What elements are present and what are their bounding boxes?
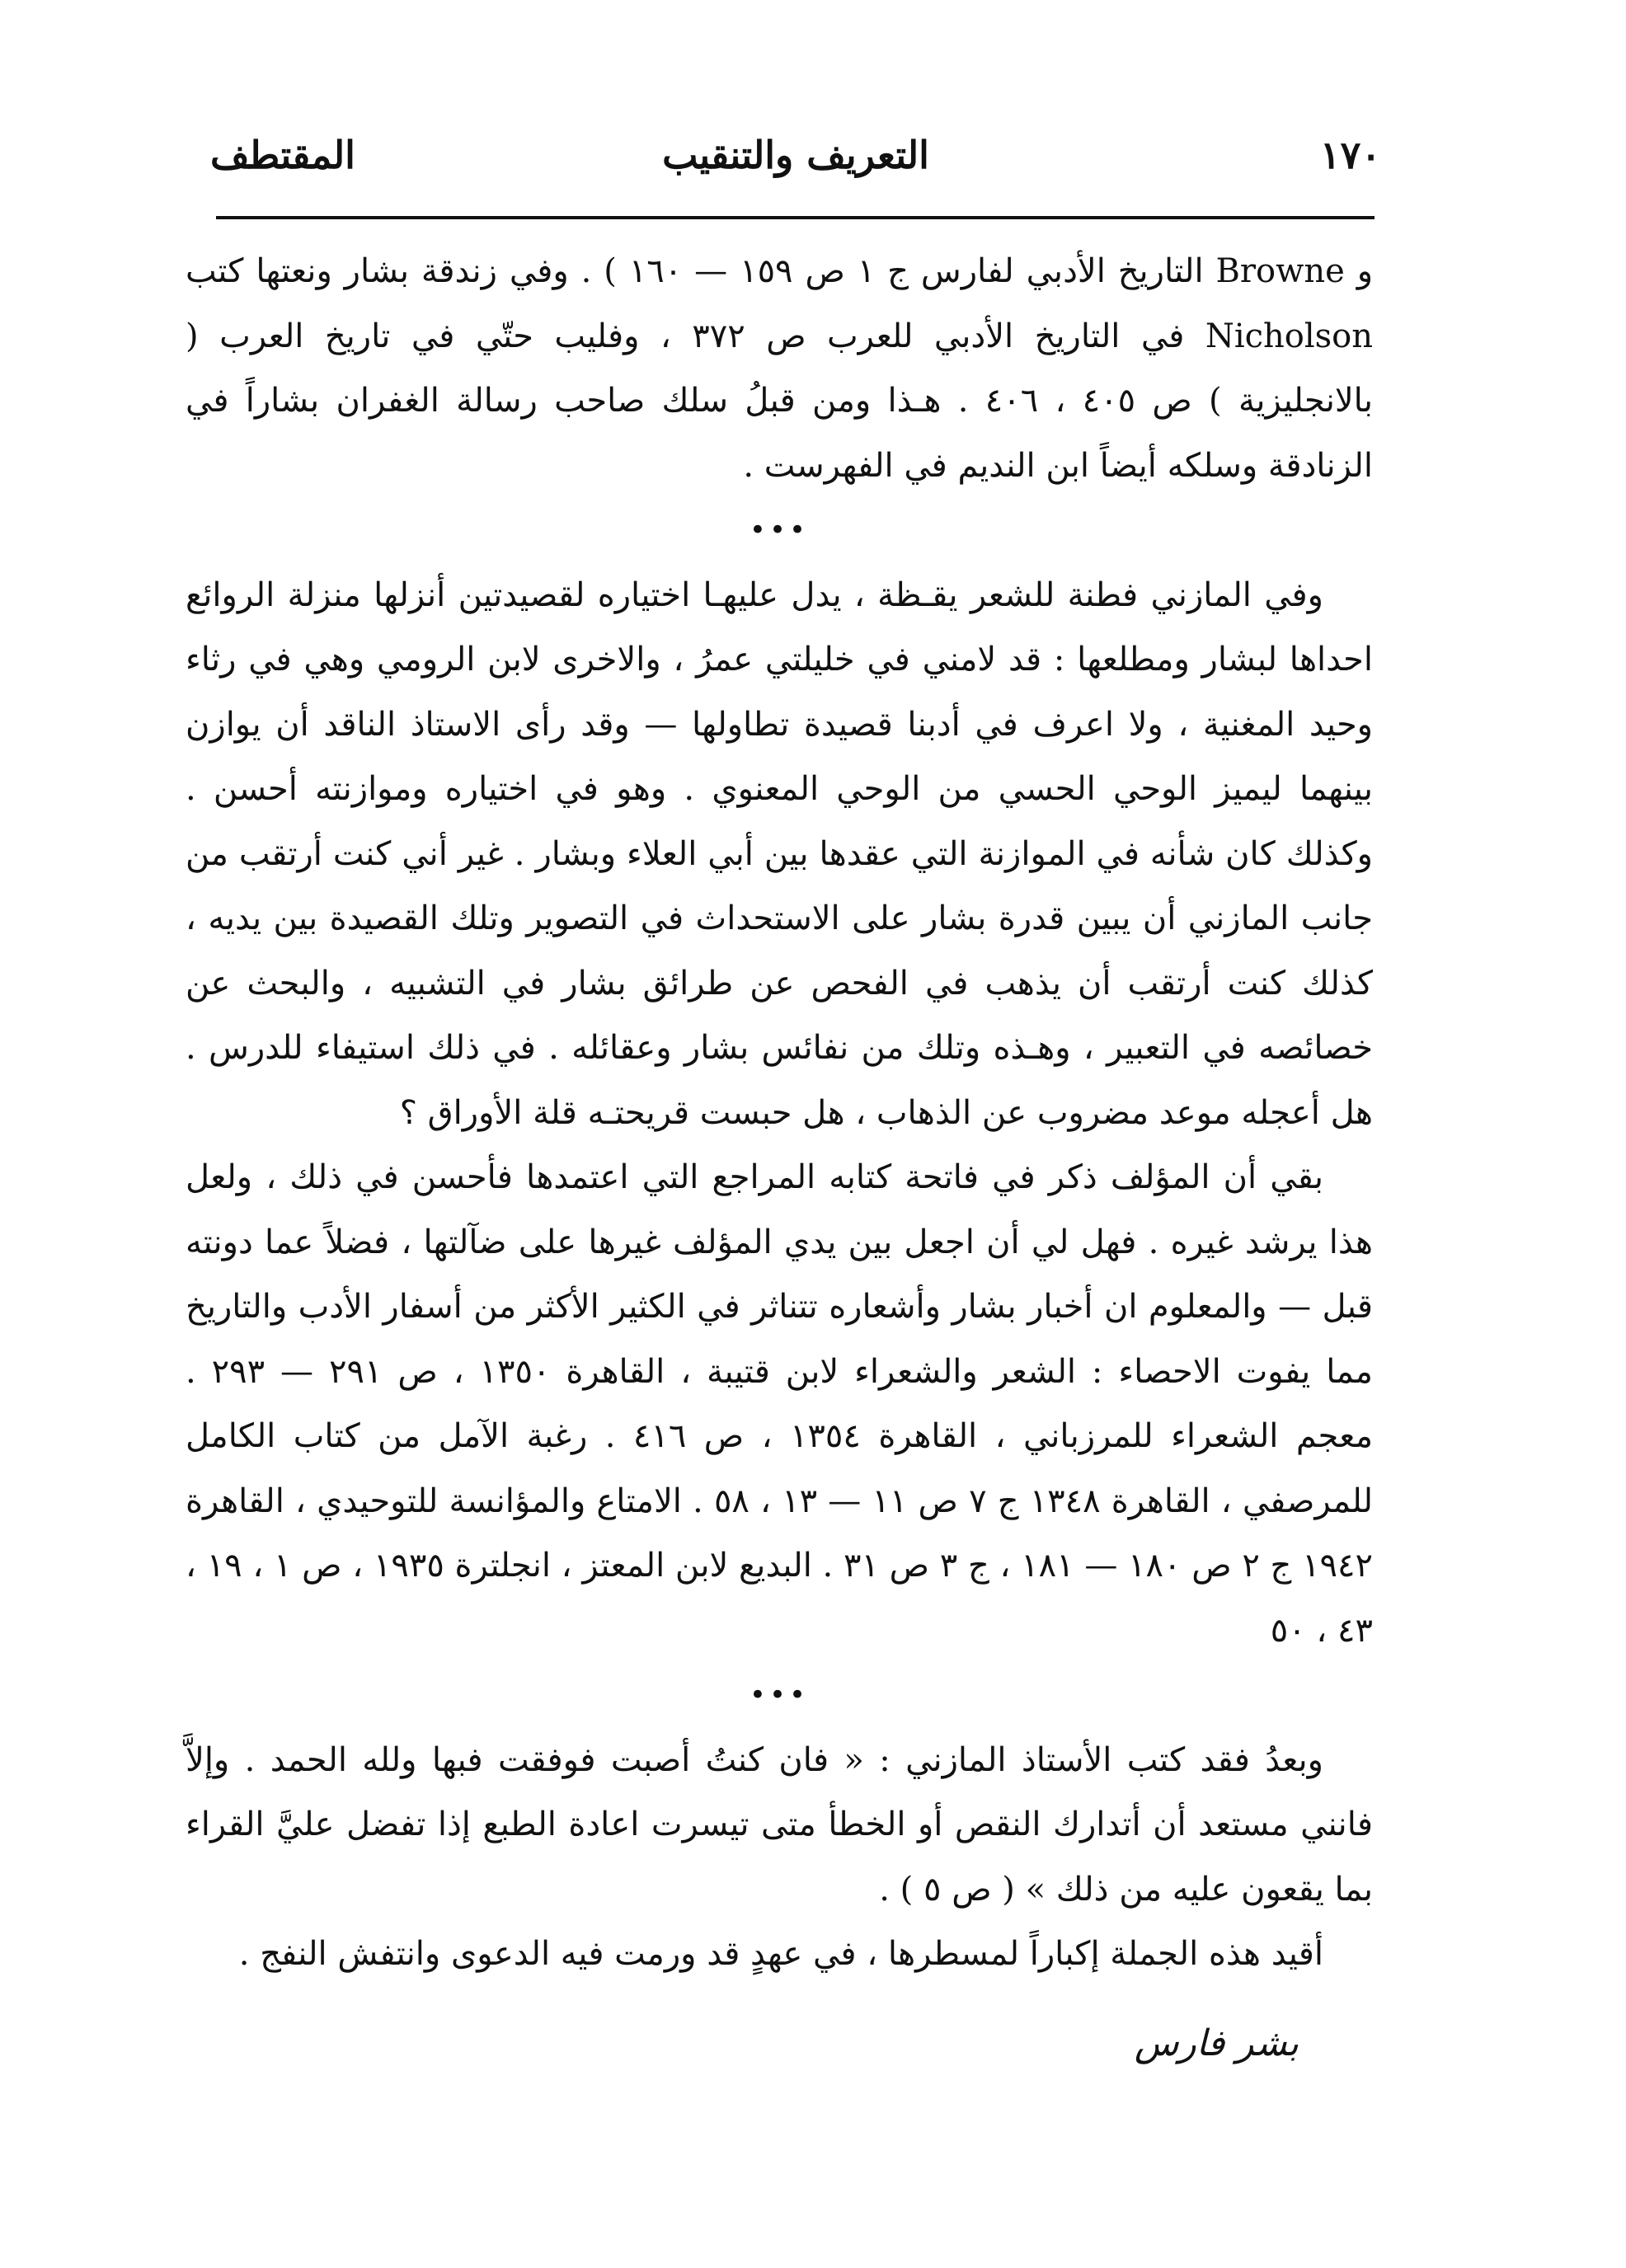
paragraph-sources: بقي أن المؤلف ذكر في فاتحة كتابه المراجع التي اعتمدها فأحسن في ذلك ، ولعل هذا يرشد غيره . فهل لي أن اجعل بين يدي المؤلف غيرها على ضآلتها ، فضلاً عما دونته قبل — والمعلوم ان أخبار بشار وأشعاره تتناثر في الكثير الأكثر من أسفار الأدب والتاريخ مما يفوت الاحصاء : الشعر والشعراء لابن قتيبة ، القاهرة ١٣٥٠ ، ص ٢٩١ — ٢٩٣ . معجم الشعراء للمرزباني ، القاهرة ١٣٥٤ ، ص ٤١٦ . رغبة الآمل من كتاب الكامل للمرصفي ، القاهرة ١٣٤٨ ج ٧ ص ١١ — ١٣ ، ٥٨ . الامتاع والمؤانسة للتوحيدي ، القاهرة ١٩٤٢ ج ٢ ص ١٨٠ — ١٨١ ، ج ٣ ص ٣١ . البديع لابن المعتز ، انجلترة ١٩٣٥ ، ص ١ ، ١٩ ، ٤٣ ، ٥٠ [186,1158,1374,1650]
section-title: التعريف والتنقيب [662,133,929,177]
section-separator: ••• [749,514,810,547]
page-number: ١٧٠ [1319,133,1381,177]
paragraph-author-quote: وبعدُ فقد كتب الأستاذ المازني : « فان كنتُ أصبت فوفقت فبها ولله الحمد . وإلاَّ فانني مستعد أن أتدارك النقص أو الخطأ متى تيسرت اعادة الطبع إذا تفضل عليَّ القراء بما يقعون عليه من ذلك » ( ص ٥ ) . [186,1740,1373,1909]
paragraph-closing: أقيد هذه الجملة إكباراً لمسطرها ، في عهدٍ قد ورمت فيه الدعوى وانتفش النفج . [238,1935,1323,1973]
author-signature: بشر فارس [1134,2021,1299,2064]
header-rule [216,216,1375,219]
page-header [210,115,1381,181]
paragraph-references-continued: و Browne التاريخ الأدبي لفارس ج ١ ص ١٥٩ — ١٦٠ ) . وفي زندقة بشار ونعتها كتب Nicholson في التاريخ الأدبي للعرب ص ٣٧٢ ، وفليب حتّي في تاريخ العرب ( بالانجليزية ) ص ٤٠٥ ، ٤٠٦ . هـذا ومن قبلُ سلك صاحب رسالة الغفران بشاراً في الزنادقة وسلكه أيضاً ابن النديم في الفهرست . [186,252,1374,485]
journal-name: المقتطف [210,133,355,177]
body-text [186,239,1373,2076]
paragraph-mazini-critique: وفي المازني فطنة للشعر يقـظة ، يدل عليهـا اختياره لقصيدتين أنزلها منزلة الروائع احداها لبشار ومطلعها : قد لامني في خليلتي عمرُ ، والاخرى لابن الرومي وهي في رثاء وحيد المغنية ، ولا اعرف في أدبنا قصيدة تطاولها — وقد رأى الاستاذ الناقد أن يوازن بينهما ليميز الوحي الحسي من الوحي المعنوي . وهو في اختياره وموازنته أحسن . وكذلك كان شأنه في الموازنة التي عقدها بين أبي العلاء وبشار . غير أني كنت أرتقب من جانب المازني أن يبين قدرة بشار على الاستحداث في التصوير وتلك القصيدة بين يديه ، كذلك كنت أرتقب أن يذهب في الفحص عن طرائق بشار في التشبيه ، والبحث عن خصائصه في التعبير ، وهـذه وتلك من نفائس بشار وعقائله . في ذلك استيفاء للدرس . هل أعجله موعد مضروب عن الذهاب ، هل حبست قريحتـه قلة الأوراق ؟ [186,575,1373,1132]
section-separator: ••• [749,1679,810,1712]
